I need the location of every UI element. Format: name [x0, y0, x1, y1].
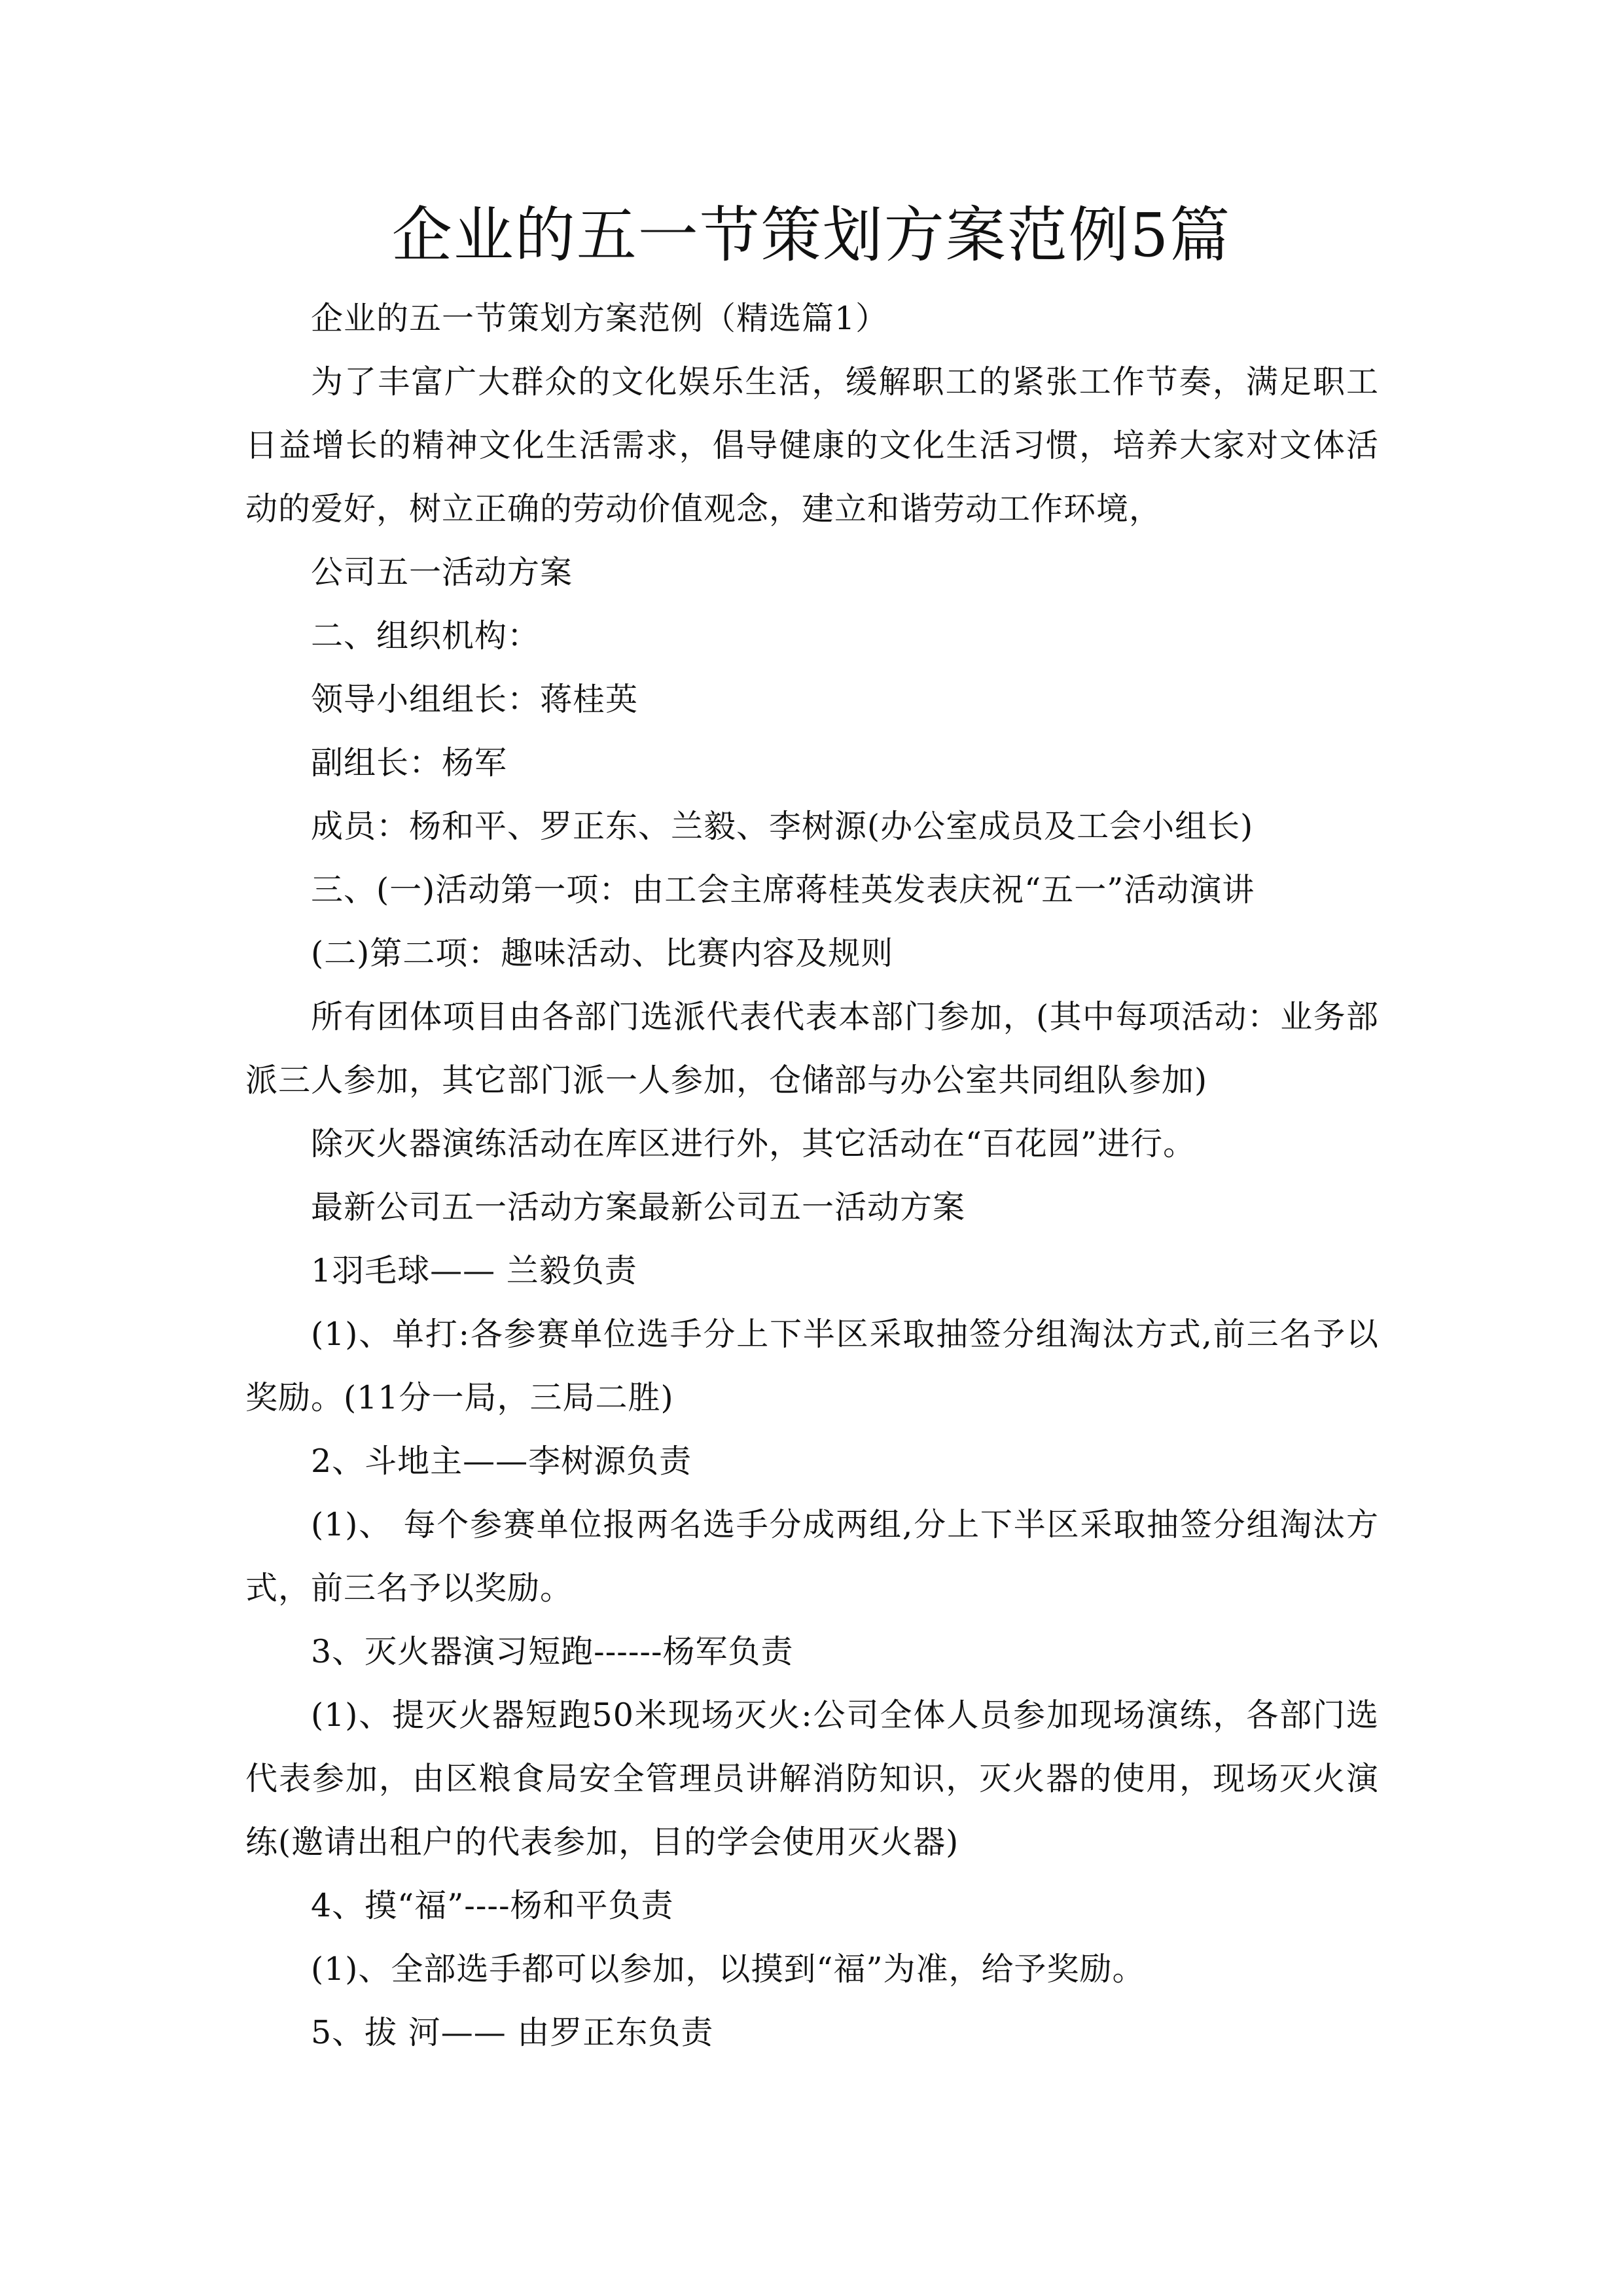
leader-line: 领导小组组长：蒋桂英	[311, 681, 639, 718]
lucky-touch-heading: 4、摸“福”----杨和平负责	[311, 1887, 674, 1924]
tug-of-war-heading: 5、拔 河—— 由罗正东负责	[311, 2014, 714, 2051]
fire-drill-heading: 3、灭火器演习短跑------杨军负责	[311, 1633, 794, 1670]
card-game-rules: (1)、 每个参赛单位报两名选手分成两组,分上下半区采取抽签分组淘汰方式，前三名予以奖励。	[245, 1506, 1379, 1607]
badminton-heading: 1羽毛球—— 兰毅负责	[311, 1252, 637, 1289]
badminton-rules: (1)、单打:各参赛单位选手分上下半区采取抽签分组淘汰方式,前三名予以奖励。(11分一局，三局二胜)	[245, 1316, 1379, 1416]
latest-plan-heading: 最新公司五一活动方案最新公司五一活动方案	[311, 1189, 966, 1226]
organization-heading: 二、组织机构：	[311, 617, 541, 655]
document-title: 企业的五一节策划方案范例5篇	[391, 200, 1232, 270]
card-game-heading: 2、斗地主——李树源负责	[311, 1443, 692, 1480]
members-line: 成员：杨和平、罗正东、兰毅、李树源(办公室成员及工会小组长)	[311, 808, 1254, 845]
activity-two-heading: (二)第二项：趣味活动、比赛内容及规则	[311, 935, 894, 972]
document-body	[245, 287, 1379, 2064]
activity-one-line: 三、(一)活动第一项：由工会主席蒋桂英发表庆祝“五一”活动演讲	[311, 871, 1255, 908]
fire-drill-rules: (1)、提灭火器短跑50米现场灭火:公司全体人员参加现场演练，各部门选代表参加，由区粮食局安全管理员讲解消防知识，灭火器的使用，现场灭火演练(邀请出租户的代表参加，目的学会使用灭火器)	[245, 1696, 1379, 1861]
deputy-leader-line: 副组长：杨军	[311, 744, 508, 781]
plan-heading: 公司五一活动方案	[311, 554, 573, 591]
intro-paragraph: 为了丰富广大群众的文化娱乐生活，缓解职工的紧张工作节奏，满足职工日益增长的精神文化生活需求，倡导健康的文化生活习惯，培养大家对文体活动的爱好，树立正确的劳动价值观念，建立和谐劳动工作环境，	[245, 363, 1379, 528]
venue-paragraph: 除灭火器演练活动在库区进行外，其它活动在“百花园”进行。	[311, 1125, 1196, 1162]
section-heading: 企业的五一节策划方案范例（精选篇1）	[311, 300, 889, 337]
team-rules-paragraph: 所有团体项目由各部门选派代表代表本部门参加，(其中每项活动：业务部派三人参加，其它部门派一人参加，仓储部与办公室共同组队参加)	[245, 998, 1379, 1099]
lucky-touch-rules: (1)、全部选手都可以参加，以摸到“福”为准，给予奖励。	[311, 1950, 1145, 1988]
